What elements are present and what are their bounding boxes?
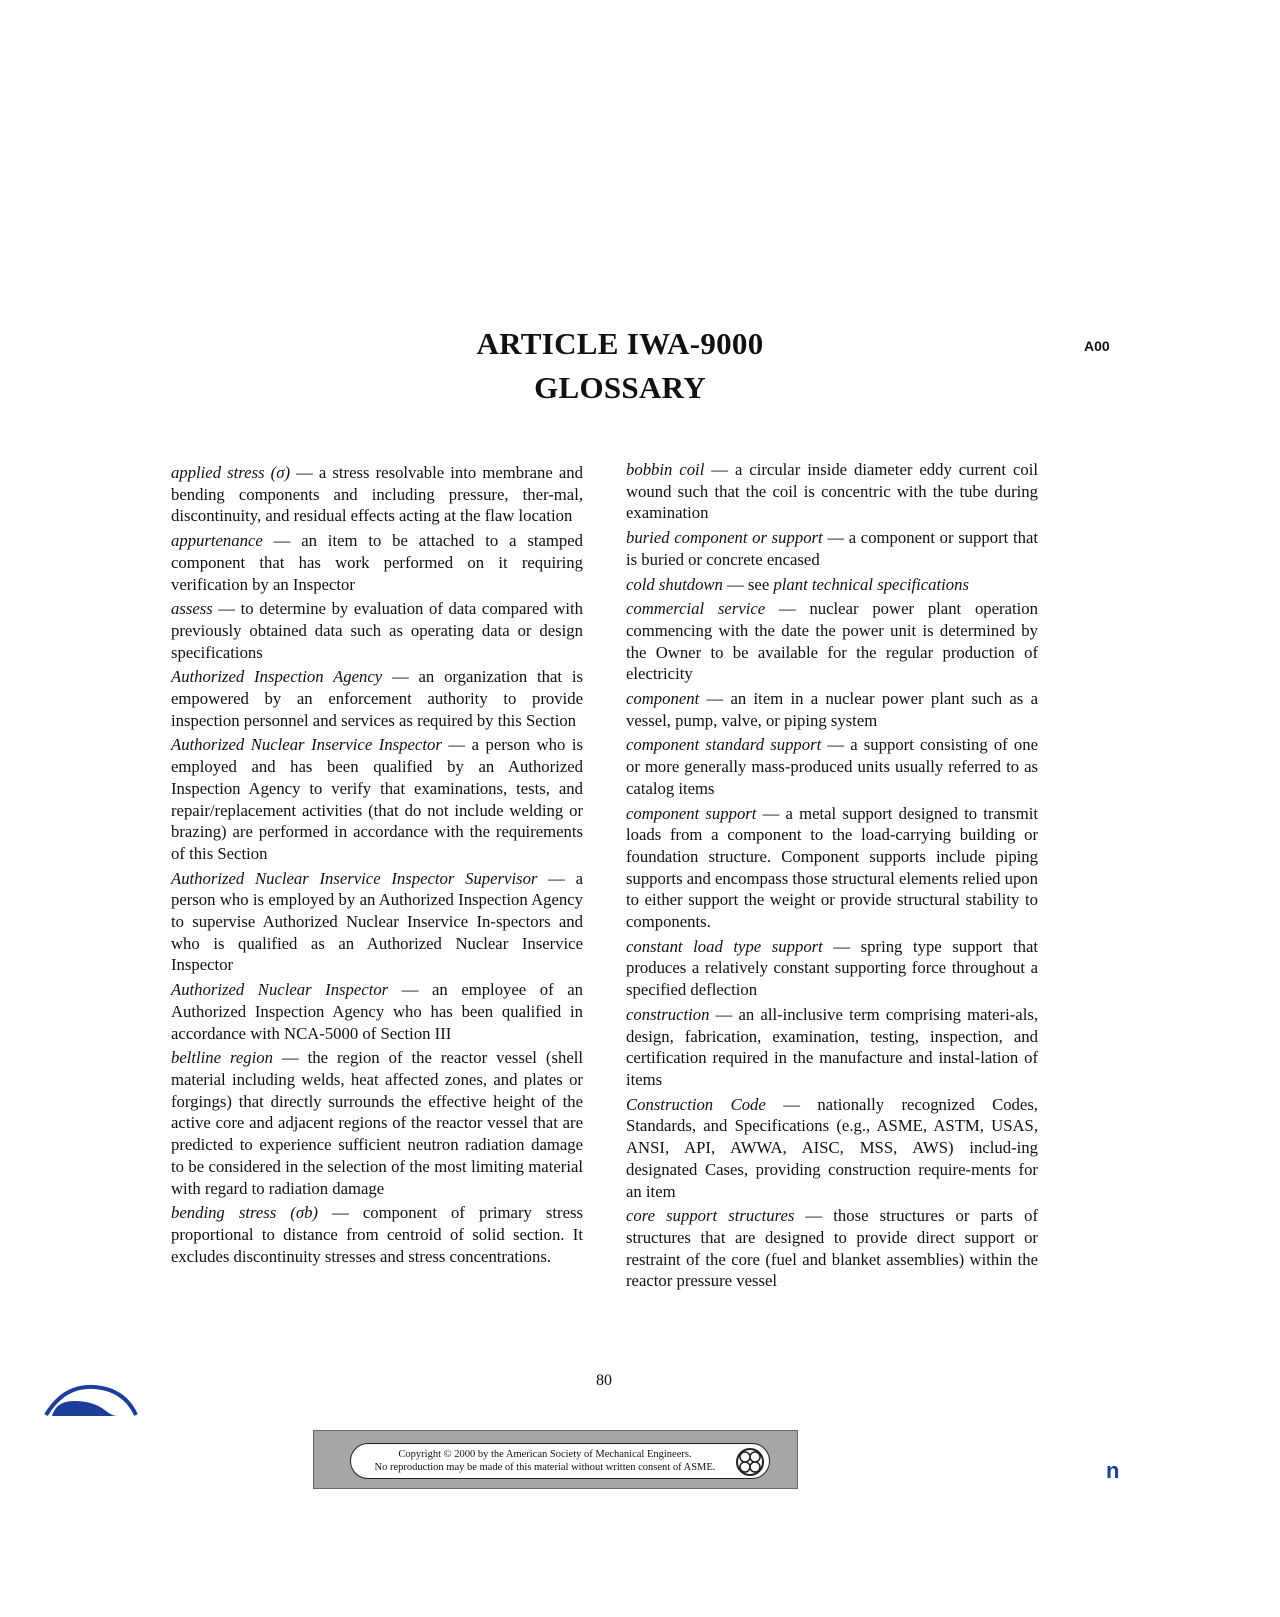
glossary-term: component: [626, 689, 700, 709]
glossary-term: component support: [626, 803, 757, 823]
glossary-term: beltline region: [171, 1048, 273, 1068]
glossary-term: bending stress (σb): [171, 1203, 318, 1223]
right-column: [626, 459, 1038, 1295]
glossary-entry: [626, 1205, 1038, 1292]
glossary-definition: — to determine by evaluation of data compared with previously obtained data such as operating data or design specifications: [171, 599, 583, 662]
glossary-term: core support structures: [626, 1206, 795, 1226]
corner-mark: n: [1106, 1458, 1120, 1483]
glossary-term: Authorized Nuclear Inspector: [171, 980, 389, 1000]
left-column: [171, 462, 583, 1270]
copyright-line-1: Copyright © 2000 by the American Society of Mechanical Engineers.: [398, 1449, 692, 1460]
glossary-term: component standard support: [626, 735, 822, 755]
glossary-entry: [171, 530, 583, 595]
glossary-term: cold shutdown: [626, 574, 723, 594]
article-heading: ARTICLE IWA-9000: [476, 326, 764, 361]
asme-seal-icon: [735, 1447, 765, 1477]
glossary-definition: — spring type support that produces a relatively constant supporting force throughout a specified deflection: [626, 936, 1038, 1000]
glossary-definition: — an employee of an Authorized Inspection Agency who has been qualified in accordance with NCA-5000 of Section III: [171, 980, 583, 1043]
glossary-entry: [171, 734, 583, 864]
glossary-entry: [626, 1094, 1038, 1203]
glossary-definition: — component of primary stress proportional to distance from centroid of solid section. It excludes discontinuity stresses and stress concentrations.: [171, 1203, 583, 1266]
glossary-entry: [626, 1004, 1038, 1091]
glossary-entry: [626, 936, 1038, 1001]
page-title: [0, 322, 1240, 410]
copyright-banner: [313, 1430, 798, 1489]
glossary-term: assess: [171, 599, 213, 619]
glossary-definition: — see: [722, 574, 774, 594]
glossary-term: bobbin coil: [626, 460, 705, 479]
glossary-entry: [626, 688, 1038, 731]
glossary-term: applied stress (σ): [171, 463, 291, 482]
glossary-definition: — nuclear power plant operation commencing with the date the power unit is determined by the Owner to be available for the regular production of electricity: [626, 599, 1038, 684]
glossary-term: constant load type support: [626, 936, 823, 956]
glossary-definition: — a circular inside diameter eddy current coil wound such that the coil is concentric with the tube during examination: [626, 460, 1038, 523]
glossary-definition: — nationally recognized Codes, Standards, and Specifications (e.g., ASME, ASTM, USAS, ANSI, API, AWWA, AISC, MSS, AWS) includ-ing designated Cases, providing construction require-ments for an item: [626, 1094, 1038, 1201]
glossary-entry: [626, 459, 1038, 524]
glossary-term: buried component or support: [626, 528, 823, 548]
glossary-heading: GLOSSARY: [534, 370, 706, 405]
glossary-term: Authorized Nuclear Inservice Inspector: [171, 735, 442, 755]
glossary-entry: [171, 462, 583, 527]
glossary-term: appurtenance: [171, 531, 263, 551]
glossary-definition: — a component or support that is buried or concrete encased: [626, 528, 1038, 569]
glossary-term: construction: [626, 1004, 710, 1024]
glossary-entry: [626, 574, 1038, 596]
glossary-definition: — an organization that is empowered by an enforcement authority to provide inspection personnel and services as required by this Section: [171, 667, 583, 730]
glossary-entry: [171, 1202, 583, 1267]
glossary-definition: — an all-inclusive term comprising materi-als, design, fabrication, examination, testing, inspection, and certification required in the manufacture and instal-lation of items: [626, 1004, 1038, 1089]
glossary-term: Authorized Inspection Agency: [171, 667, 383, 687]
glossary-definition: — the region of the reactor vessel (shell material including welds, heat affected zones, and plates or forgings) that directly surrounds the effective height of the active core and adjacent regions of the reactor vessel that are predicted to experience sufficient neutron radiation damage to be considered in the selection of the most limiting material with regard to radiation damage: [171, 1048, 583, 1198]
glossary-entry: [171, 598, 583, 663]
glossary-entry: [171, 666, 583, 731]
glossary-entry: [171, 1047, 583, 1199]
glossary-definition: — those structures or parts of structures that are designed to provide direct support or restraint of the core (fuel and blanket assemblies) within the reactor pressure vessel: [626, 1206, 1039, 1291]
glossary-entry: [626, 734, 1038, 799]
glossary-term: Authorized Nuclear Inservice Inspector Supervisor: [171, 868, 538, 888]
glossary-definition: — an item in a nuclear power plant such as a vessel, pump, valve, or piping system: [626, 689, 1038, 730]
revision-mark: A00: [1084, 338, 1110, 354]
glossary-entry: [626, 527, 1038, 570]
glossary-definition: — a support consisting of one or more generally mass-produced units usually referred to as catalog items: [626, 735, 1038, 798]
asme-logo-icon: [44, 1383, 138, 1419]
copyright-notice: [350, 1443, 770, 1479]
glossary-definition: — a person who is employed by an Authorized Inspection Agency to supervise Authorized Nuclear Inservice In-spectors and who is qualified as an Authorized Nuclear Inservice Inspector: [171, 868, 583, 975]
glossary-term: commercial service: [626, 599, 766, 619]
glossary-entry: [171, 979, 583, 1044]
page-number: 80: [596, 1372, 612, 1389]
glossary-term: Construction Code: [626, 1094, 766, 1114]
glossary-definition: — a stress resolvable into membrane and bending components and including pressure, ther-mal, discontinuity, and residual effects acting at the flaw location: [171, 463, 583, 526]
glossary-definition: — a person who is employed and has been qualified by an Authorized Inspection Agency to verify that examinations, tests, and repair/replacement activities (that do not include welding or brazing) are performed in accordance with the requirements of this Section: [171, 735, 583, 863]
glossary-entry: [626, 598, 1038, 685]
glossary-entry: [171, 868, 583, 977]
glossary-reference: plant technical specifications: [773, 574, 969, 594]
glossary-entry: [626, 803, 1038, 933]
copyright-line-2: No reproduction may be made of this material without written consent of ASME.: [374, 1462, 716, 1473]
glossary-definition: — an item to be attached to a stamped component that has work performed on it requiring verification by an Inspector: [171, 531, 583, 594]
glossary-definition: — a metal support designed to transmit loads from a component to the load-carrying building or foundation structure. Component supports include piping supports and encompass those structural elements relied upon to either support the weight or provide structural stability to components.: [626, 803, 1038, 932]
